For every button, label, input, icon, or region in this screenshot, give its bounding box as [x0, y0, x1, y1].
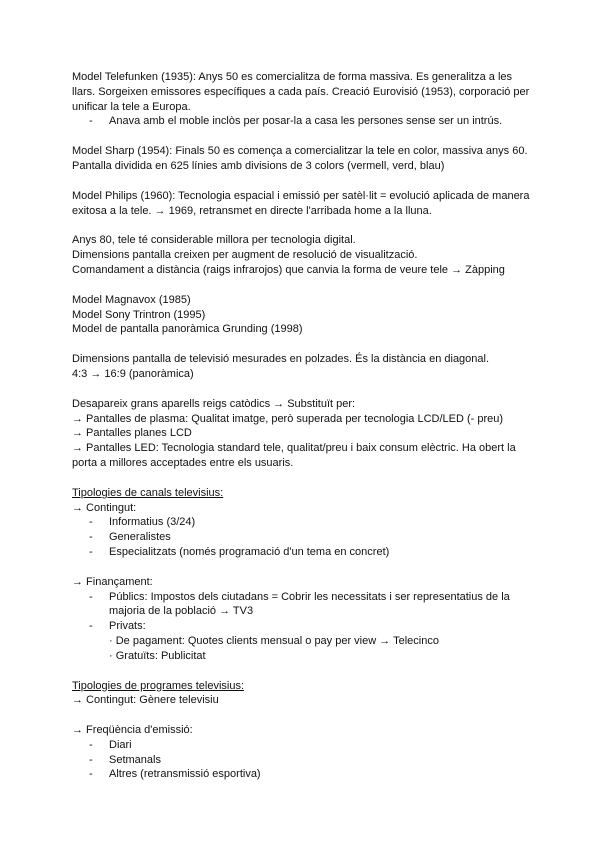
replacement-item: → Pantalles de plasma: Qualitat imatge, però superada per tecnologia LCD/LED (- preu): [72, 412, 504, 425]
paragraph-eighties-1: Anys 80, tele té considerable millora per tecnologia digital.: [72, 234, 356, 247]
list-item-text: Generalistes: [109, 531, 171, 544]
programes-contingut: → Contingut: Gènere televisiu: [72, 694, 219, 707]
sub-list-item: · De pagament: Quotes clients mensual o pay per view → Telecinco: [109, 634, 439, 647]
replacement-item: → Pantalles LED: Tecnologia standard tele, qualitat/preu i baix consum elèctric. Ha obert la porta a millores acceptades entre els usuaris.: [72, 442, 516, 469]
list-item-text: Altres (retransmissió esportiva): [109, 768, 261, 781]
list-item-text: Diari: [109, 738, 132, 751]
list-item: [72, 767, 532, 782]
paragraph-eighties-3: Comandament a distància (raigs infrarojos) que canvia la forma de veure tele → Zàpping: [72, 263, 505, 276]
canals-financament-label: → Finançament:: [72, 575, 153, 588]
model-line: Model Sony Trintron (1995): [72, 308, 206, 321]
list-item-text: Públics: Impostos dels ciutadans = Cobrir les necessitats i ser representatius de la majoria de la població → TV3: [109, 590, 510, 618]
paragraph-replacement-intro: Desapareix grans aparells reigs catòdics → Substituït per:: [72, 397, 356, 410]
dash-marker: -: [89, 738, 93, 751]
list-item-text: Especialitzats (només programació d'un tema en concret): [109, 545, 390, 558]
list-item-text: Privats:: [109, 620, 146, 633]
paragraph-dimensions-1: Dimensions pantalla de televisió mesurades en polzades. És la distància en diagonal.: [72, 353, 490, 366]
list-item: [72, 619, 532, 634]
sub-list-item: · Gratuïts: Publicitat: [109, 649, 206, 662]
paragraph-dimensions-2: 4:3 → 16:9 (panoràmica): [72, 367, 194, 380]
list-item: [72, 590, 532, 620]
dash-marker: -: [89, 115, 93, 128]
list-item-text: Informatius (3/24): [109, 516, 196, 529]
list-item-text: Setmanals: [109, 753, 161, 766]
paragraph-telefunken: Model Telefunken (1935): Anys 50 es comercialitza de forma massiva. Es generalitza a les llars. Sorgeixen emissores específiques a cada país. Creació Eurovisió (1953), corporació per unificar la tele a Europa.: [72, 71, 530, 113]
dash-marker: -: [89, 768, 93, 781]
paragraph-eighties-2: Dimensions pantalla creixen per augment de resolució de visualització.: [72, 249, 418, 262]
list-item: [72, 738, 532, 753]
paragraph-sharp: Model Sharp (1954): Finals 50 es comença a comercialitzar la tele en color, massiva anys 60. Pantalla dividida en 625 línies amb divisions de 3 colors (vermell, verd, blau): [72, 145, 528, 172]
model-line: Model Magnavox (1985): [72, 293, 191, 306]
section-heading-canals: Tipologies de canals televisius:: [72, 486, 224, 499]
list-item: [72, 530, 532, 545]
dash-marker: -: [89, 620, 93, 633]
document-body: [72, 70, 532, 782]
dash-marker: -: [89, 590, 93, 603]
section-heading-programes: Tipologies de programes televisius:: [72, 679, 245, 692]
canals-contingut-label: → Contingut:: [72, 501, 137, 514]
dash-marker: -: [89, 531, 93, 544]
list-item: [72, 114, 532, 129]
list-item-text: Anava amb el moble inclòs per posar-la a casa les persones sense ser un intrús.: [109, 115, 503, 128]
list-item: [72, 545, 532, 560]
dash-marker: -: [89, 516, 93, 529]
programes-frequencia-label: → Freqüència d'emissió:: [72, 724, 193, 737]
dash-marker: -: [89, 753, 93, 766]
list-item: [72, 515, 532, 530]
list-item: [72, 753, 532, 768]
replacement-item: → Pantalles planes LCD: [72, 427, 192, 440]
dash-marker: -: [89, 545, 93, 558]
model-line: Model de pantalla panoràmica Grunding (1998): [72, 323, 303, 336]
paragraph-philips: Model Philips (1960): Tecnologia espacial i emissió per satèl·lit = evolució aplicada de manera exitosa a la tele. → 1969, retransmet en directe l'arribada home a la lluna.: [72, 189, 530, 217]
